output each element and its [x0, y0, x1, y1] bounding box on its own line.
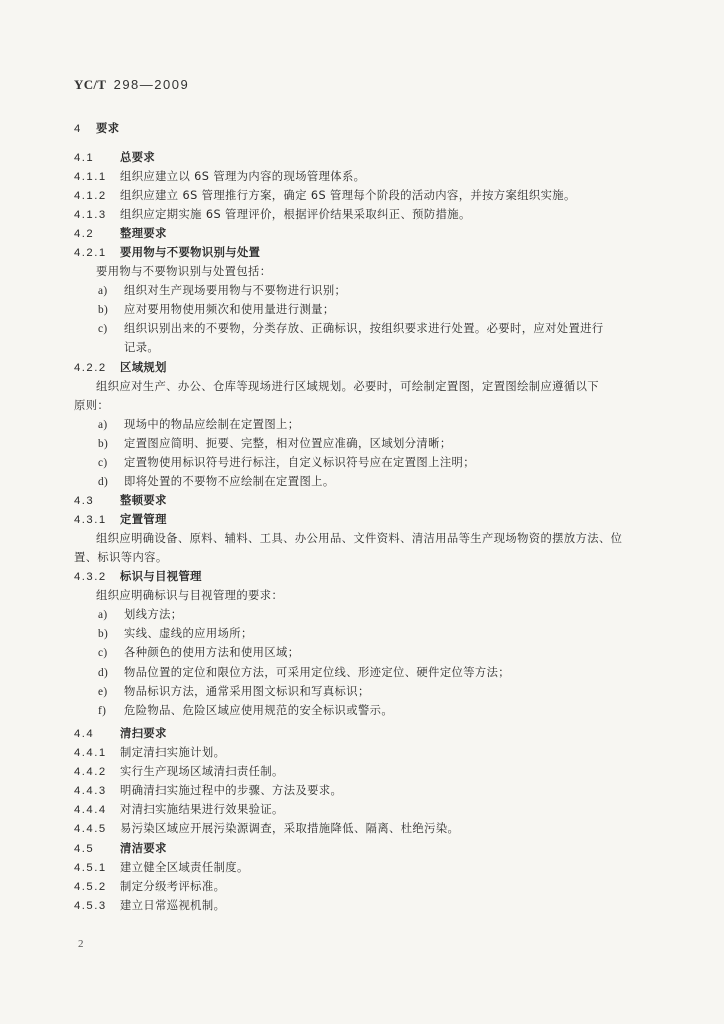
- clause-heading: 整理要求: [120, 227, 167, 240]
- line-text: 组织应明确标识与目视管理的要求：: [96, 589, 284, 602]
- clause-number: 4.4.5: [74, 823, 107, 835]
- line-text: 组织对生产现场要用物与不要物进行识别；: [124, 284, 347, 297]
- list-marker: c): [98, 323, 108, 335]
- line-text: 组织应对生产、办公、仓库等现场进行区域规划。必要时，可绘制定置图，定置图绘制应遵循以下: [96, 380, 599, 393]
- clause-line: [74, 764, 284, 780]
- clause-line: [74, 493, 167, 509]
- clause-number: 4.4: [74, 728, 95, 740]
- clause-number: 4.4.4: [74, 804, 107, 816]
- clause-line: [74, 226, 167, 242]
- line-text: 组织应建立以 6S 管理为内容的现场管理体系。: [120, 170, 366, 183]
- clause-line: [74, 188, 576, 204]
- list-item: [98, 645, 299, 661]
- list-marker: c): [98, 457, 108, 469]
- clause-number: 4.4.3: [74, 785, 107, 797]
- clause-heading: 要求: [96, 122, 120, 135]
- list-marker: a): [98, 285, 108, 297]
- paragraph-line: [96, 531, 622, 546]
- line-text: 建立日常巡视机制。: [120, 899, 226, 912]
- line-text: 组织应定期实施 6S 管理评价，根据评价结果采取纠正、预防措施。: [120, 208, 471, 221]
- list-marker: f): [98, 705, 107, 717]
- paragraph-line: [96, 264, 271, 279]
- clause-line: [74, 783, 342, 799]
- line-text: 原则：: [74, 399, 110, 412]
- list-marker: a): [98, 609, 108, 621]
- paragraph-line: [96, 588, 283, 603]
- list-item: [98, 302, 335, 318]
- standard-number: 298—2009: [113, 77, 190, 92]
- list-item: [98, 455, 475, 471]
- clause-number: 4.5.2: [74, 881, 107, 893]
- clause-number: 4.2.1: [74, 247, 107, 259]
- clause-heading: 整顿要求: [120, 494, 167, 507]
- line-text: 危险物品、危险区域应使用规范的安全标识或警示。: [124, 704, 394, 717]
- list-item: [98, 321, 604, 337]
- line-text: 各种颜色的使用方法和使用区域；: [124, 646, 300, 659]
- line-text: 对清扫实施结果进行效果验证。: [120, 803, 284, 816]
- list-marker: b): [98, 304, 109, 316]
- clause-number: 4.3.1: [74, 514, 107, 526]
- clause-heading: 要用物与不要物识别与处置: [120, 246, 261, 259]
- clause-line: [74, 802, 284, 818]
- list-item: [98, 665, 510, 681]
- clause-line: [74, 512, 167, 528]
- clause-number: 4.2.2: [74, 362, 107, 374]
- paragraph-line: [124, 340, 159, 355]
- line-text: 物品标识方法，通常采用图文标识和写真标识；: [124, 685, 370, 698]
- list-item: [98, 607, 183, 623]
- list-marker: a): [98, 419, 108, 431]
- clause-number: 4.3: [74, 495, 95, 507]
- clause-number: 4.5.3: [74, 900, 107, 912]
- list-marker: d): [98, 476, 109, 488]
- line-text: 记录。: [124, 341, 160, 354]
- clause-number: 4.5: [74, 843, 95, 855]
- clause-line: [74, 879, 225, 895]
- line-text: 组织应建立 6S 管理推行方案，确定 6S 管理每个阶段的活动内容，并按方案组织实施。: [120, 189, 576, 202]
- clause-heading: 区域规划: [120, 361, 167, 374]
- clause-line: [74, 121, 119, 137]
- paragraph-line: [74, 398, 109, 413]
- list-marker: b): [98, 438, 109, 450]
- clause-line: [74, 821, 459, 837]
- paragraph-line: [96, 379, 599, 394]
- list-marker: b): [98, 628, 109, 640]
- clause-line: [74, 726, 167, 742]
- list-item: [98, 283, 346, 299]
- standard-code: YC/T: [74, 77, 107, 92]
- list-item: [98, 436, 452, 452]
- list-item: [98, 703, 393, 719]
- line-text: 置、标识等内容。: [74, 551, 168, 564]
- list-item: [98, 626, 253, 642]
- list-item: [98, 417, 299, 433]
- list-marker: e): [98, 686, 108, 698]
- list-item: [98, 474, 335, 490]
- clause-line: [74, 169, 365, 185]
- clause-heading: 总要求: [120, 151, 156, 164]
- clause-number: 4.1.2: [74, 190, 107, 202]
- clause-heading: 标识与目视管理: [120, 570, 202, 583]
- line-text: 应对要用物使用频次和使用量进行测量；: [124, 303, 335, 316]
- line-text: 即将处置的不要物不应绘制在定置图上。: [124, 475, 335, 488]
- clause-line: [74, 841, 167, 857]
- line-text: 实线、虚线的应用场所；: [124, 627, 253, 640]
- clause-line: [74, 745, 225, 761]
- line-text: 组织应明确设备、原料、辅料、工具、办公用品、文件资料、清洁用品等生产现场物资的摆放方法、位: [96, 532, 623, 545]
- clause-line: [74, 898, 225, 914]
- clause-number: 4.5.1: [74, 862, 107, 874]
- clause-number: 4.1.3: [74, 209, 107, 221]
- line-text: 物品位置的定位和限位方法，可采用定位线、形迹定位、硬件定位等方法；: [124, 666, 511, 679]
- line-text: 定置图应简明、扼要、完整，相对位置应准确，区域划分清晰；: [124, 437, 452, 450]
- clause-heading: 定置管理: [120, 513, 167, 526]
- line-text: 组织识别出来的不要物，分类存放、正确标识，按组织要求进行处置。必要时，应对处置进行: [124, 322, 604, 335]
- clause-number: 4.4.2: [74, 766, 107, 778]
- clause-number: 4.1: [74, 152, 95, 164]
- clause-number: 4.2: [74, 228, 95, 240]
- line-text: 制定清扫实施计划。: [120, 746, 226, 759]
- line-text: 实行生产现场区域清扫责任制。: [120, 765, 284, 778]
- clause-line: [74, 860, 249, 876]
- line-text: 建立健全区域责任制度。: [120, 861, 249, 874]
- clause-number: 4.3.2: [74, 571, 107, 583]
- standard-header: [74, 77, 189, 93]
- page-number: 2: [78, 938, 84, 950]
- list-item: [98, 684, 370, 700]
- clause-line: [74, 360, 167, 376]
- clause-number: 4: [74, 123, 82, 135]
- line-text: 定置物使用标识符号进行标注，自定义标识符号应在定置图上注明；: [124, 456, 475, 469]
- paragraph-line: [74, 550, 168, 565]
- line-text: 制定分级考评标准。: [120, 880, 226, 893]
- list-marker: d): [98, 667, 109, 679]
- clause-line: [74, 245, 260, 261]
- clause-heading: 清扫要求: [120, 727, 167, 740]
- clause-line: [74, 207, 471, 223]
- line-text: 现场中的物品应绘制在定置图上；: [124, 418, 300, 431]
- clause-number: 4.4.1: [74, 747, 107, 759]
- line-text: 易污染区域应开展污染源调查，采取措施降低、隔离、杜绝污染。: [120, 822, 460, 835]
- clause-line: [74, 150, 155, 166]
- clause-number: 4.1.1: [74, 171, 107, 183]
- line-text: 要用物与不要物识别与处置包括：: [96, 265, 272, 278]
- line-text: 划线方法；: [124, 608, 183, 621]
- clause-line: [74, 569, 202, 585]
- list-marker: c): [98, 647, 108, 659]
- clause-heading: 清洁要求: [120, 842, 167, 855]
- line-text: 明确清扫实施过程中的步骤、方法及要求。: [120, 784, 343, 797]
